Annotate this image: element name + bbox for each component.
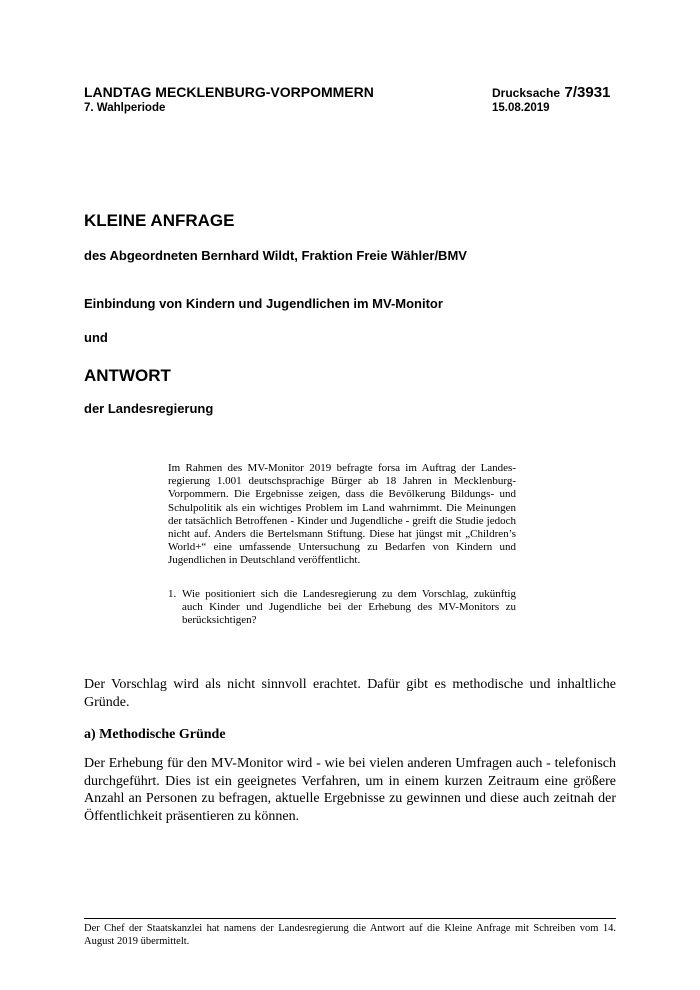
document-label: Drucksache (492, 86, 561, 100)
footnote-text: Der Chef der Staatskanzlei hat namens der Landesregierung die Antwort auf die Kleine Anfrage mit Schreiben vom 14. August 2019 übermittelt. (84, 923, 616, 947)
section-heading-methodical: a) Methodische Gründe (84, 727, 226, 742)
document-kind-heading: KLEINE ANFRAGE (84, 211, 235, 230)
question-text: Wie positioniert sich die Landesregierung zu dem Vorschlag, zukünftig auch Kinder und Jugendliche bei der Erhebung des MV-Monitors zu berücksichtigen? (182, 588, 516, 627)
answerer-line: der Landesregierung (84, 401, 214, 416)
parliament-name: LANDTAG MECKLENBURG-VORPOMMERN (84, 84, 374, 100)
answer-paragraph-1: Der Vorschlag wird als nicht sinnvoll erachtet. Dafür gibt es methodische und inhaltliche Gründe. (84, 677, 616, 710)
answer-heading: ANTWORT (84, 366, 171, 385)
author-line: des Abgeordneten Bernhard Wildt, Fraktion Freie Wähler/BMV (84, 248, 467, 263)
footnote-divider (84, 918, 616, 919)
document-date: 15.08.2019 (492, 102, 550, 114)
and-connector: und (84, 330, 108, 345)
document-number: 7/3931 (564, 84, 611, 101)
question-preamble: Im Rahmen des MV-Monitor 2019 befragte forsa im Auftrag der Landes-regierung 1.001 deutschsprachige Bürger ab 18 Jahren in Mecklenburg-Vorpommern. Die Ergebnisse zeigen, dass die Bevölkerung Bildungs- und Schulpolitik als ein wichtiges Problem im Land wahrnimmt. Die Meinungen der tatsächlich Betroffenen - Kinder und Jugendliche - greift die Studie jedoch nicht auf. Anders die Bertelsmann Stiftung. Diese hat jüngst mit „Children’s World+“ eine umfassende Untersuchung zu Bedarfen von Kindern und Jugendlichen in Deutschland veröffentlicht. (168, 462, 516, 567)
subject-heading: Einbindung von Kindern und Jugendlichen im MV-Monitor (84, 296, 443, 311)
document-reference (492, 84, 610, 102)
answer-paragraph-2: Der Erhebung für den MV-Monitor wird - wie bei vielen anderen Umfragen auch - telefonisch durchgeführt. Dies ist ein geeignetes Verfahren, um in einem kurzen Zeitraum eine größere Anzahl an Personen zu befragen, aktuelle Ergebnisse zu gewinnen und diese auch zeitnah der Öffentlichkeit präsentieren zu können. (84, 756, 616, 824)
question-item (168, 588, 516, 628)
question-number: 1. (168, 588, 177, 600)
electoral-period: 7. Wahlperiode (84, 102, 166, 114)
